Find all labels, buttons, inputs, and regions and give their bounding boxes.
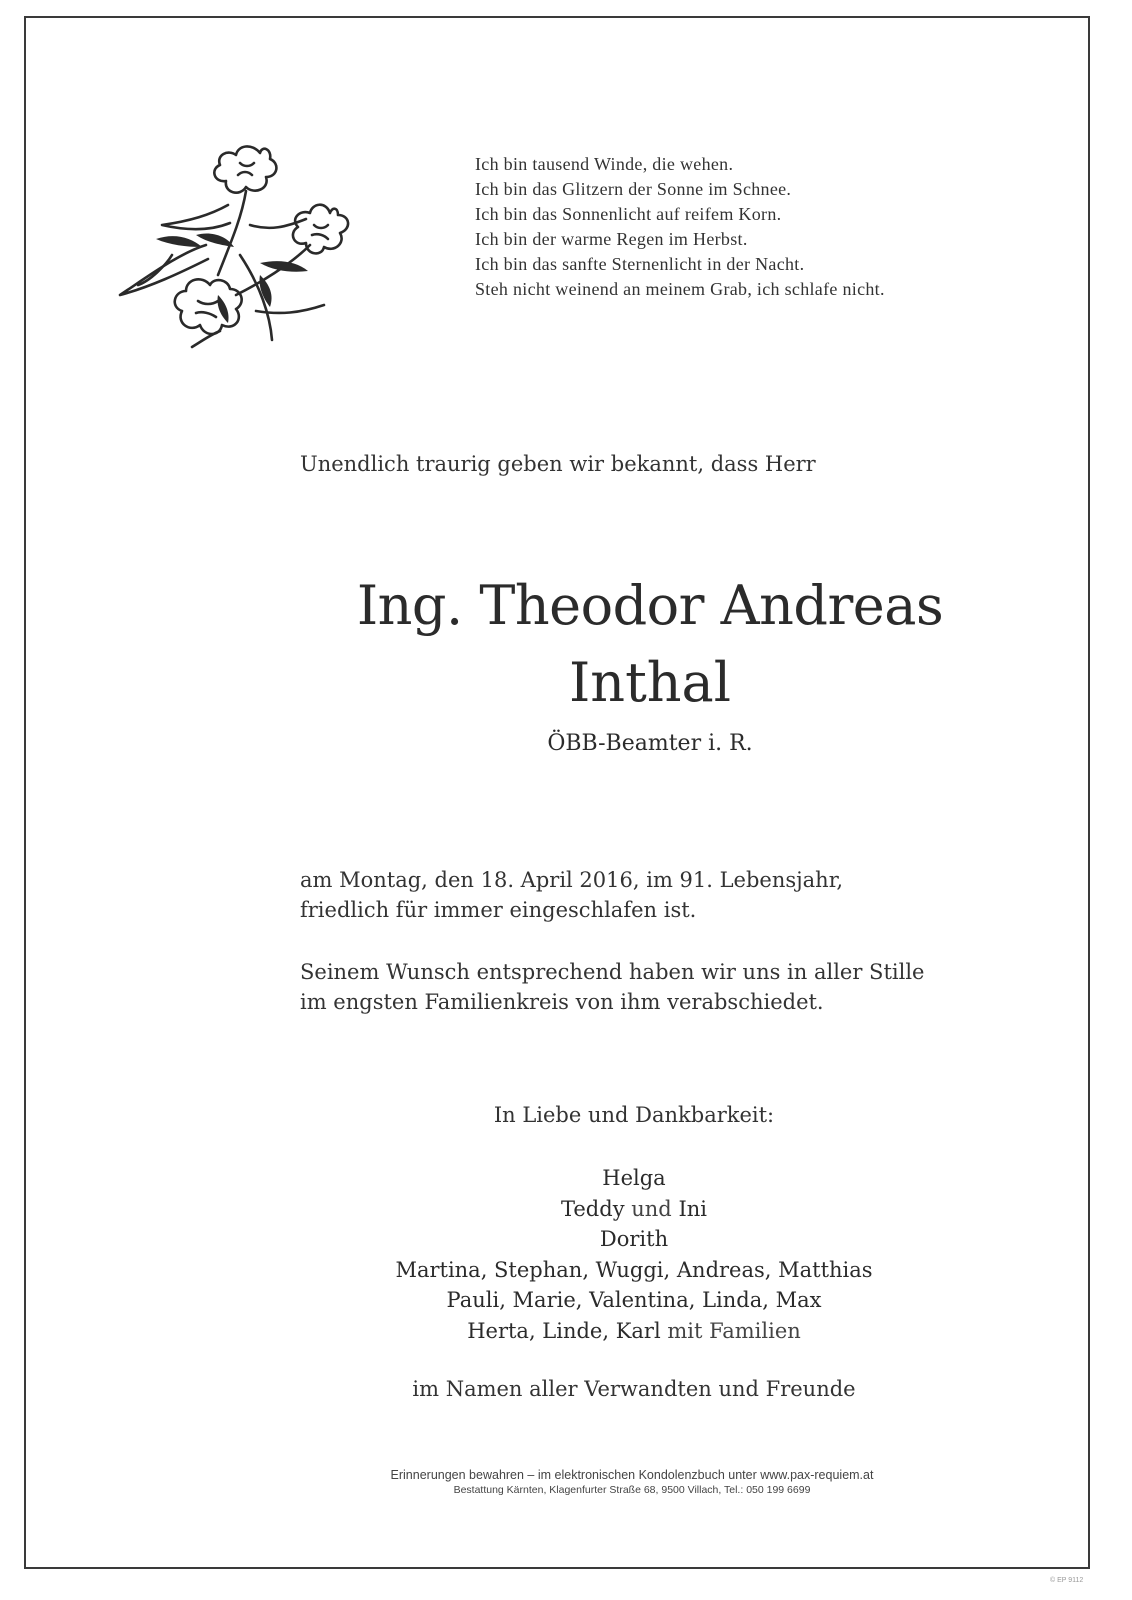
mourner-name: Herta, Linde, Karl [467, 1318, 661, 1343]
death-notice [300, 865, 843, 925]
footer [0, 1467, 1132, 1498]
announcement-intro: Unendlich traurig geben wir bekannt, dass Herr [300, 452, 816, 476]
poem-line: Ich bin der warme Regen im Herbst. [475, 229, 748, 249]
poem-line: Steh nicht weinend an meinem Grab, ich schlafe nicht. [475, 279, 885, 299]
deceased-name-line2: Inthal [568, 651, 732, 714]
mourner-name: Teddy [561, 1196, 625, 1221]
mourners-heading: In Liebe und Dankbarkeit: [493, 1103, 775, 1127]
with-families: mit Familien [667, 1318, 801, 1343]
footer-condolence-link: Erinnerungen bewahren – im elektronischen Kondolenzbuch unter www.pax-requiem.at [390, 1468, 874, 1482]
mourner-line: Pauli, Marie, Valentina, Linda, Max [446, 1288, 822, 1312]
farewell-notice [300, 957, 924, 1017]
print-code: © EP 9112 [1050, 1577, 1084, 1584]
death-line: friedlich für immer eingeschlafen ist. [300, 898, 697, 922]
mourner-line: Helga [602, 1166, 666, 1190]
footer-address: Bestattung Kärnten, Klagenfurter Straße 68, 9500 Villach, Tel.: 050 199 6699 [453, 1484, 811, 1496]
poem-line: Ich bin das Glitzern der Sonne im Schnee. [475, 179, 792, 199]
farewell-line: im engsten Familienkreis von ihm verabschiedet. [300, 990, 824, 1014]
deceased-occupation: ÖBB-Beamter i. R. [547, 731, 753, 756]
poem-line: Ich bin das sanfte Sternenlicht in der Nacht. [475, 254, 805, 274]
mourner-name: Ini [678, 1196, 707, 1221]
poem-line: Ich bin tausend Winde, die wehen. [475, 154, 734, 174]
poem-line: Ich bin das Sonnenlicht auf reifem Korn. [475, 204, 782, 224]
mourner-line: Dorith [599, 1227, 669, 1251]
farewell-line: Seinem Wunsch entsprechend haben wir uns in aller Stille [300, 960, 925, 984]
mourner-line [0, 1316, 1132, 1347]
mourners-list [0, 1163, 1132, 1346]
closing-line: im Namen aller Verwandten und Freunde [412, 1377, 856, 1401]
flower-bouquet-icon [110, 135, 380, 350]
deceased-name-line1: Ing. Theodor Andreas [356, 574, 944, 637]
mourner-line [0, 1194, 1132, 1225]
death-line: am Montag, den 18. April 2016, im 91. Lebensjahr, [300, 868, 844, 892]
mourner-line: Martina, Stephan, Wuggi, Andreas, Matthias [395, 1257, 873, 1282]
conjunction: und [631, 1196, 672, 1221]
poem [475, 152, 885, 302]
